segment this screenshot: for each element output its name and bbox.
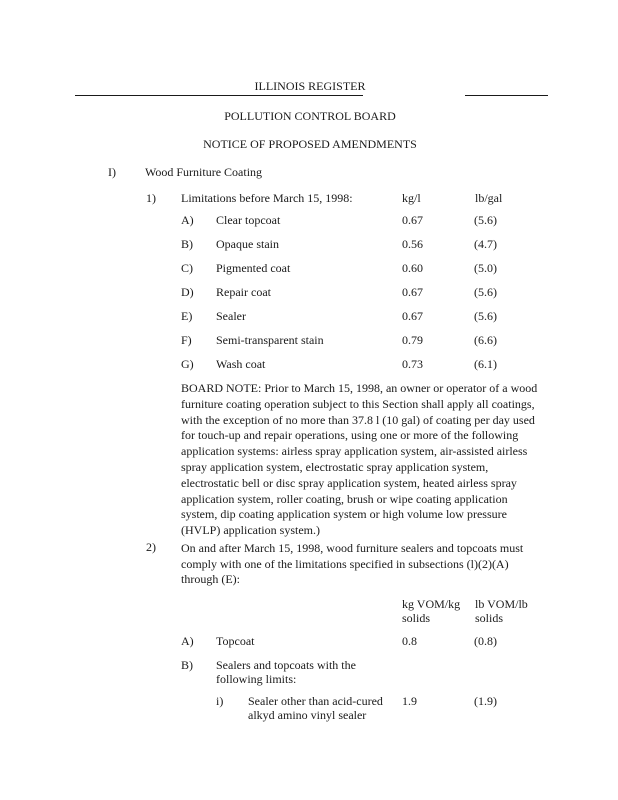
row-label: Wash coat (216, 357, 266, 371)
row-kg-value: 1.9 (402, 694, 417, 708)
row-lb-value: (5.6) (474, 309, 497, 323)
row-kg-value: 0.73 (402, 357, 423, 371)
row-label-line1: Sealer other than acid-cured (248, 694, 383, 708)
board-title: POLLUTION CONTROL BOARD (224, 109, 396, 123)
row-marker: G) (181, 357, 194, 371)
column-header-kg-line1: kg VOM/kg (402, 597, 461, 611)
item-2-marker: 2) (146, 540, 156, 554)
row-lb-value: (5.0) (474, 261, 497, 275)
header-rule-left (75, 95, 256, 96)
item-2-text: On and after March 15, 1998, wood furniture sealers and topcoats must comply with one of the limitations specified in subsections (l)(2)(A) through (E): (181, 541, 524, 586)
row-lb-value: (6.6) (474, 333, 497, 347)
row-label-line2: following limits: (216, 672, 297, 686)
item-1-title: Limitations before March 15, 1998: (181, 191, 353, 205)
register-title: ILLINOIS REGISTER (254, 79, 366, 93)
row-label: Repair coat (216, 285, 271, 299)
row-kg-value: 0.67 (402, 213, 423, 227)
row-label-line1: Sealers and topcoats with the (216, 658, 356, 672)
row-label: Semi-transparent stain (216, 333, 324, 347)
row-marker: E) (181, 309, 193, 323)
row-label: Opaque stain (216, 237, 279, 251)
section-title: Wood Furniture Coating (145, 165, 263, 179)
row-kg-value: 0.67 (402, 309, 423, 323)
row-marker: B) (181, 237, 193, 251)
row-kg-value: 0.56 (402, 237, 423, 251)
column-header-lb-line1: lb VOM/lb (475, 597, 528, 611)
row-marker: F) (181, 333, 192, 347)
column-header-lb: lb/gal (475, 191, 503, 205)
row-marker: C) (181, 261, 193, 275)
header-rule-under-title (256, 95, 363, 96)
section-marker: I) (108, 165, 116, 179)
row-label-line2: alkyd amino vinyl sealer (248, 708, 367, 722)
column-header-kg-line2: solids (402, 611, 431, 625)
row-lb-value: (5.6) (474, 285, 497, 299)
item-1-marker: 1) (146, 191, 156, 205)
header-rule-right (465, 95, 548, 96)
row-marker: B) (181, 658, 193, 672)
column-header-lb-line2: solids (475, 611, 504, 625)
column-header-kg: kg/l (402, 191, 421, 205)
row-label: Sealer (216, 309, 246, 323)
row-label: Topcoat (216, 634, 255, 648)
row-lb-value: (4.7) (474, 237, 497, 251)
row-lb-value: (1.9) (474, 694, 497, 708)
row-marker: D) (181, 285, 194, 299)
row-kg-value: 0.67 (402, 285, 423, 299)
row-marker: A) (181, 634, 194, 648)
row-marker: A) (181, 213, 194, 227)
row-kg-value: 0.60 (402, 261, 423, 275)
row-label: Clear topcoat (216, 213, 281, 227)
row-marker: i) (216, 694, 224, 708)
notice-title: NOTICE OF PROPOSED AMENDMENTS (203, 137, 417, 151)
row-kg-value: 0.79 (402, 333, 423, 347)
row-lb-value: (5.6) (474, 213, 497, 227)
row-lb-value: (0.8) (474, 634, 497, 648)
row-kg-value: 0.8 (402, 634, 417, 648)
row-lb-value: (6.1) (474, 357, 497, 371)
row-label: Pigmented coat (216, 261, 291, 275)
board-note: BOARD NOTE: Prior to March 15, 1998, an owner or operator of a wood furniture coating operation subject to this Section shall apply all coatings, with the exception of no more than 37.8 l (10 gal) of coating per day used for touch-up and repair operations, using one or more of the following application systems: airless spray application system, air-assisted airless spray application system, electrostatic spray application system, electrostatic bell or disc spray application system, heated airless spray application system, roller coating, brush or wipe coating application system, dip coating application system or high volume low pressure (HVLP) application system.) (181, 381, 538, 538)
